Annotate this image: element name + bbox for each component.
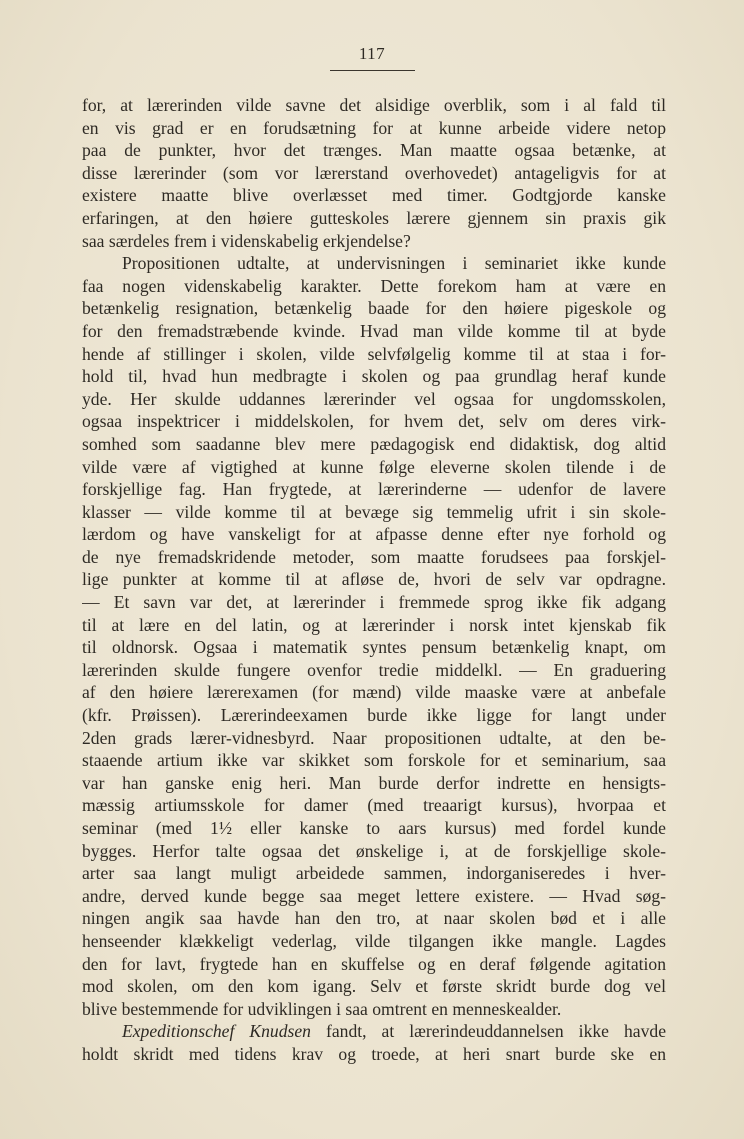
- text-line: klasser — vilde komme til at bevæge sig temmelig ufrit i sin skole-: [82, 501, 666, 522]
- text-line: betænkelig resignation, betænkelig baade for den høiere pigeskole og: [82, 298, 666, 319]
- text-line: holdt skridt med tidens krav og troede, at heri snart burde ske en: [82, 1043, 666, 1064]
- text-line: erfaringen, at den høiere gutteskoles lærere gjennem sin praxis gik: [82, 207, 666, 228]
- text-line: de nye fremadskridende metoder, som maatte forudsees paa forskjel-: [82, 546, 666, 567]
- header-rule: [330, 70, 415, 71]
- text-line: staaende artium ikke var skikket som forskole for et seminarium, saa: [82, 750, 666, 771]
- line-text: fandt, at lærerindeuddannelsen ikke havde: [310, 1021, 666, 1042]
- text-line: lige punkter at komme til at afløse de, hvori de selv var opdragne.: [82, 569, 666, 590]
- text-line: saa særdeles frem i videnskabelig erkjendelse?: [82, 230, 411, 251]
- text-line: af den høiere lærerexamen (for mænd) vilde maaske være at anbefale: [82, 682, 666, 703]
- speaker-name: Expeditionschef Knudsen: [122, 1021, 311, 1042]
- text-line: vilde være af vigtighed at kunne følge eleverne skolen tilende i de: [82, 456, 666, 477]
- body-text: [82, 94, 666, 1066]
- text-line: — Et savn var det, at lærerinder i fremmede sprog ikke fik adgang: [82, 592, 666, 613]
- text-line: faa nogen videnskabelig karakter. Dette forekom ham at være en: [82, 275, 666, 296]
- text-line: yde. Her skulde uddannes lærerinder vel ogsaa for ungdomsskolen,: [82, 388, 666, 409]
- text-line: til at lære en del latin, og at lærerinder i norsk intet kjenskab fik: [82, 614, 666, 635]
- text-line: lærerinden skulde fungere ovenfor tredie middelkl. — En graduering: [82, 659, 666, 680]
- text-line: hold til, hvad hun medbragte i skolen og paa grundlag heraf kunde: [82, 366, 666, 387]
- text-line: existere maatte blive overlæsset med timer. Godtgjorde kanske: [82, 185, 666, 206]
- text-line: for den fremadstræbende kvinde. Hvad man vilde komme til at byde: [82, 320, 666, 341]
- text-line: ogsaa inspektricer i middelskolen, for hvem det, selv om deres virk-: [82, 411, 666, 432]
- text-line: disse lærerinder (som vor lærerstand overhovedet) antageligvis for at: [82, 162, 666, 183]
- text-line: blive bestemmende for udviklingen i saa omtrent en menneskealder.: [82, 998, 562, 1019]
- text-line: bygges. Herfor talte ogsaa det ønskelige i, at de forskjellige skole-: [82, 840, 666, 861]
- text-line: 2den grads lærer-vidnesbyrd. Naar propositionen udtalte, at den be-: [82, 727, 666, 748]
- text-line: paa de punkter, hvor det trænges. Man maatte ogsaa betænke, at: [82, 140, 666, 161]
- text-line: seminar (med 1½ eller kanske to aars kursus) med fordel kunde: [82, 818, 666, 838]
- text-line: mod skolen, om den kom igang. Selv et første skridt burde dog vel: [82, 976, 666, 997]
- text-line: var han ganske enig heri. Man burde derfor indrette en hensigts-: [82, 772, 666, 793]
- text-line: [82, 1020, 666, 1043]
- text-line: lærdom og have vanskeligt for at afpasse denne efter nye forhold og: [82, 524, 666, 545]
- text-line: somhed som saadanne blev mere pædagogisk end didaktisk, dog altid: [82, 433, 666, 454]
- text-line: for, at lærerinden vilde savne det alsidige overblik, som i al fald til: [82, 95, 666, 115]
- text-line: ningen angik saa havde han den tro, at naar skolen bød et i alle: [82, 908, 666, 929]
- text-line: Propositionen udtalte, at undervisningen i seminariet ikke kunde: [122, 253, 666, 274]
- text-line: (kfr. Prøissen). Lærerindeexamen burde ikke ligge for langt under: [82, 705, 666, 726]
- text-line: til oldnorsk. Ogsaa i matematik syntes pensum betænkelig knapt, om: [82, 637, 666, 658]
- text-line: andre, derved kunde begge saa meget lettere existere. — Hvad søg-: [82, 885, 666, 906]
- page-number: 117: [358, 44, 386, 63]
- text-line: hende af stillinger i skolen, vilde selvfølgelig komme til at staa i for-: [82, 343, 666, 364]
- text-line: forskjellige fag. Han frygtede, at lærerinderne — udenfor de lavere: [82, 479, 666, 500]
- text-line: en vis grad er en forudsætning for at kunne arbeide videre netop: [82, 117, 666, 138]
- text-line: henseender klækkeligt vederlag, vilde tilgangen ikke mangle. Lagdes: [82, 930, 666, 951]
- text-line: arter saa langt muligt arbeidede sammen, indorganiseredes i hver-: [82, 863, 666, 884]
- text-line: mæssig artiumsskole for damer (med treaarigt kursus), hvorpaa et: [82, 795, 666, 816]
- text-line: den for lavt, frygtede han en skuffelse og en deraf følgende agitation: [82, 953, 666, 974]
